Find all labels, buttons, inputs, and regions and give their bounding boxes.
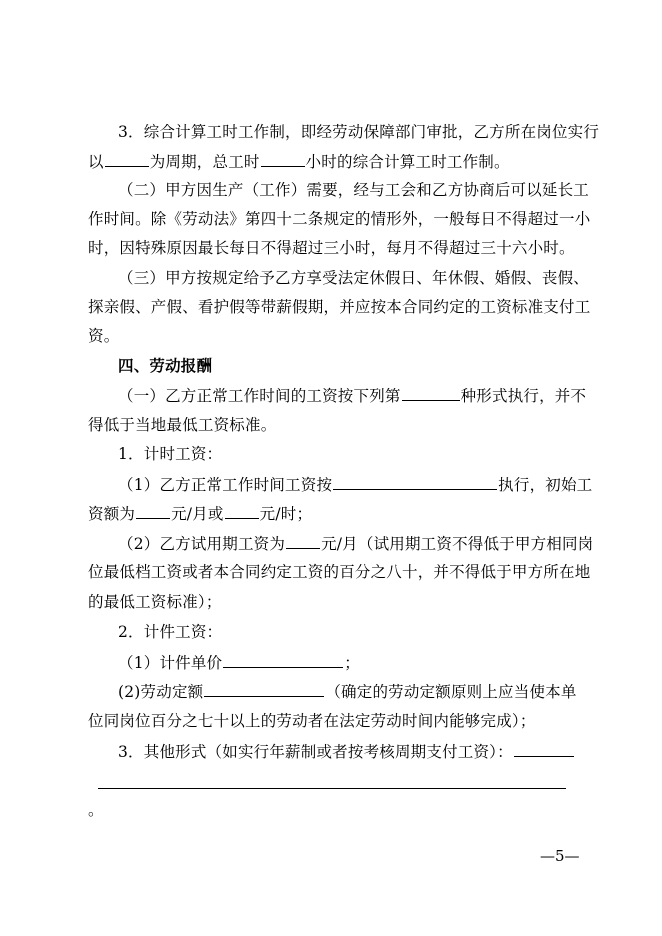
text-span: 资额为: [88, 505, 136, 523]
paragraph-line: [88, 503, 312, 524]
heading-text: 四、劳动报酬: [118, 356, 213, 375]
paragraph-line: [118, 741, 575, 762]
text-span: （1）计件单价: [118, 654, 223, 672]
paragraph-line: [118, 681, 577, 702]
paragraph-line: [118, 268, 589, 288]
fill-blank: [333, 474, 497, 490]
fill-blank: [286, 533, 320, 549]
paragraph-line: [88, 711, 536, 731]
paragraph-line: [88, 238, 575, 258]
text-span: 。: [88, 801, 104, 819]
section-heading: [118, 356, 212, 376]
text-span: 元/时；: [259, 505, 313, 523]
paragraph-line: [88, 151, 510, 172]
text-span: （2）乙方试用期工资为: [118, 535, 286, 553]
paragraph-line: [118, 652, 360, 673]
paragraph-line: [118, 122, 599, 142]
text-span: 为周期，总工时: [149, 153, 260, 171]
text-span: 2．计件工资：: [118, 623, 223, 641]
text-span: 小时的综合计算工时工作制。: [305, 153, 510, 171]
paragraph-line: [88, 209, 590, 229]
paragraph-line: [88, 415, 276, 435]
text-span: 时，因特殊原因最长每日不得超过三小时，每月不得超过三十六小时。: [88, 239, 575, 257]
text-span: 资。: [88, 327, 120, 345]
text-span: 位同岗位百分之七十以上的劳动者在法定劳动时间内能够完成）；: [88, 712, 536, 730]
text-span: （确定的劳动定额原则上应当使本单: [325, 683, 577, 701]
text-span: （二）甲方因生产（工作）需要，经与工会和乙方协商后可以延长工: [118, 181, 590, 199]
paragraph-line: [118, 622, 222, 642]
text-span: 执行，初始工: [498, 476, 593, 494]
fill-blank: [514, 741, 574, 757]
paragraph-line: [88, 297, 590, 317]
text-span: 3．综合计算工时工作制，即经劳动保障部门审批，乙方所在岗位实行: [118, 123, 600, 141]
fill-blank: [402, 385, 460, 401]
fill-blank: [204, 681, 324, 697]
paragraph-line: [88, 326, 119, 346]
text-span: 探亲假、产假、看护假等带薪假期，并应按本合同约定的工资标准支付工: [88, 298, 591, 316]
paragraph-line: [118, 385, 586, 406]
paragraph-line: [118, 474, 592, 495]
fill-blank: [223, 652, 343, 668]
paragraph-line: [118, 444, 222, 464]
text-span: （一）乙方正常工作时间的工资按下列第: [118, 387, 401, 405]
text-span: 作时间。除《劳动法》第四十二条规定的情形外，一般每日不得超过一小: [88, 210, 591, 228]
text-span: （三）甲方按规定给予乙方享受法定休假日、年休假、婚假、丧假、: [118, 269, 590, 287]
text-span: 元/月或: [171, 505, 224, 523]
fill-blank: [136, 503, 170, 519]
text-span: （1）乙方正常工作时间工资按: [118, 476, 333, 494]
text-span: 3．其他形式（如实行年薪制或者按考核周期支付工资）：: [118, 743, 513, 761]
text-span: 得低于当地最低工资标准。: [88, 416, 277, 434]
text-span: (2)劳动定额: [118, 683, 204, 701]
text-span: 种形式执行，并不: [460, 387, 587, 405]
paragraph-line: [88, 592, 222, 612]
paragraph-line: [118, 533, 593, 554]
fill-blank: [261, 151, 305, 167]
text-span: 的最低工资标准）；: [88, 593, 222, 611]
text-span: ；: [344, 654, 360, 672]
text-span: 位最低档工资或者本合同约定工资的百分之八十，并不得低于甲方所在地: [88, 563, 591, 581]
fill-blank: [225, 503, 259, 519]
paragraph-line: [88, 800, 104, 820]
page-number: —5—: [540, 847, 580, 865]
text-span: 1．计时工资：: [118, 445, 223, 463]
fill-blank-full-line: [98, 788, 566, 789]
fill-blank: [105, 151, 149, 167]
paragraph-line: [118, 180, 589, 200]
paragraph-line: [88, 562, 590, 582]
text-span: 元/月（试用期工资不得低于甲方相同岗: [321, 535, 594, 553]
text-span: 以: [88, 153, 104, 171]
